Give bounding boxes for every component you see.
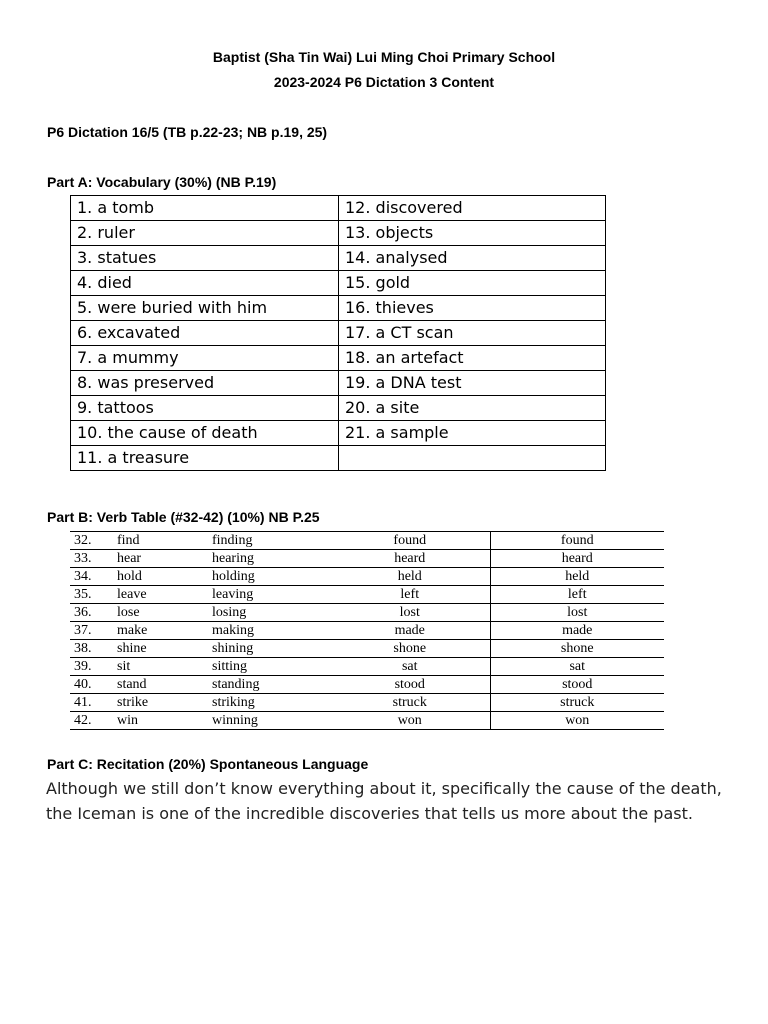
part-b-heading: Part B: Verb Table (#32-42) (10%) NB P.25 bbox=[47, 509, 320, 525]
verb-past: won bbox=[330, 712, 490, 730]
vocab-cell: 10. the cause of death bbox=[71, 421, 339, 446]
vocab-row bbox=[71, 421, 606, 446]
vocab-cell: 6. excavated bbox=[71, 321, 339, 346]
verb-base: strike bbox=[117, 695, 149, 710]
verb-number: 41. bbox=[74, 695, 92, 710]
dictation-heading: P6 Dictation 16/5 (TB p.22-23; NB p.19, 25) bbox=[47, 124, 328, 140]
verb-base: win bbox=[117, 713, 138, 728]
verb-base: lose bbox=[117, 605, 140, 620]
verb-ing-form: shining bbox=[212, 641, 254, 656]
vocab-cell: 21. a sample bbox=[339, 421, 606, 446]
verb-row bbox=[70, 568, 664, 586]
school-name: Baptist (Sha Tin Wai) Lui Ming Choi Primary School bbox=[212, 49, 556, 65]
verb-number: 32. bbox=[74, 533, 92, 548]
vocab-cell-empty bbox=[339, 446, 606, 471]
verb-base: stand bbox=[117, 677, 147, 692]
verb-base: make bbox=[117, 623, 148, 638]
vocab-cell: 5. were buried with him bbox=[71, 296, 339, 321]
verb-number: 42. bbox=[74, 713, 92, 728]
verb-past: heard bbox=[330, 550, 490, 568]
verb-row bbox=[70, 640, 664, 658]
verb-past-participle: struck bbox=[560, 695, 595, 710]
verb-past-participle: sat bbox=[569, 659, 586, 674]
verb-past-participle: left bbox=[567, 587, 587, 602]
vocab-row bbox=[71, 296, 606, 321]
verb-row bbox=[70, 532, 664, 550]
verb-past: shone bbox=[330, 640, 490, 658]
verb-ing-form: sitting bbox=[212, 659, 248, 674]
vocab-cell: 18. an artefact bbox=[339, 346, 606, 371]
vocab-row bbox=[71, 321, 606, 346]
verb-base: leave bbox=[117, 587, 147, 602]
document-title: 2023-2024 P6 Dictation 3 Content bbox=[273, 74, 495, 90]
vocab-cell: 9. tattoos bbox=[71, 396, 339, 421]
part-a-heading: Part A: Vocabulary (30%) (NB P.19) bbox=[47, 174, 277, 190]
vocab-cell: 13. objects bbox=[339, 221, 606, 246]
vocab-cell: 20. a site bbox=[339, 396, 606, 421]
verb-table bbox=[70, 531, 664, 730]
verb-base: find bbox=[117, 533, 140, 548]
verb-past-participle: won bbox=[565, 713, 590, 728]
verb-past-participle: held bbox=[565, 569, 590, 584]
vocab-cell: 2. ruler bbox=[71, 221, 339, 246]
vocab-row bbox=[71, 246, 606, 271]
vocab-cell: 16. thieves bbox=[339, 296, 606, 321]
verb-number: 35. bbox=[74, 587, 92, 602]
verb-number: 38. bbox=[74, 641, 92, 656]
vocab-cell: 17. a CT scan bbox=[339, 321, 606, 346]
verb-past-participle: lost bbox=[567, 605, 588, 620]
vocab-row bbox=[71, 271, 606, 296]
verb-past-participle: stood bbox=[562, 677, 593, 692]
vocab-row bbox=[71, 446, 606, 471]
verb-past: left bbox=[330, 586, 490, 604]
vocab-cell: 11. a treasure bbox=[71, 446, 339, 471]
vocab-row bbox=[71, 221, 606, 246]
verb-base: hold bbox=[117, 569, 142, 584]
recitation-passage: Although we still don’t know everything about it, specifically the cause of the death, the Iceman is one of the incredible discoveries that tells us more about the past. bbox=[46, 779, 722, 823]
verb-number: 36. bbox=[74, 605, 92, 620]
vocabulary-table bbox=[70, 195, 606, 471]
vocab-row bbox=[71, 371, 606, 396]
verb-number: 39. bbox=[74, 659, 92, 674]
verb-past: stood bbox=[330, 676, 490, 694]
verb-past-participle: heard bbox=[561, 551, 593, 566]
verb-number: 34. bbox=[74, 569, 92, 584]
verb-ing-form: making bbox=[212, 623, 254, 638]
vocab-cell: 1. a tomb bbox=[71, 196, 339, 221]
verb-number: 37. bbox=[74, 623, 92, 638]
verb-base: hear bbox=[117, 551, 142, 566]
part-c-heading: Part C: Recitation (20%) Spontaneous Language bbox=[47, 756, 369, 772]
verb-row bbox=[70, 604, 664, 622]
verb-number: 33. bbox=[74, 551, 92, 566]
verb-row bbox=[70, 676, 664, 694]
verb-ing-form: losing bbox=[212, 605, 247, 620]
verb-row bbox=[70, 622, 664, 640]
verb-ing-form: holding bbox=[212, 569, 255, 584]
verb-past: held bbox=[330, 568, 490, 586]
verb-ing-form: winning bbox=[212, 713, 258, 728]
verb-past: found bbox=[330, 532, 490, 550]
verb-row bbox=[70, 586, 664, 604]
verb-row bbox=[70, 712, 664, 730]
verb-ing-form: hearing bbox=[212, 551, 254, 566]
vocab-cell: 8. was preserved bbox=[71, 371, 339, 396]
verb-ing-form: striking bbox=[212, 695, 255, 710]
verb-past: sat bbox=[330, 658, 490, 676]
verb-row bbox=[70, 658, 664, 676]
verb-number: 40. bbox=[74, 677, 92, 692]
verb-ing-form: standing bbox=[212, 677, 260, 692]
verb-base: sit bbox=[117, 659, 131, 674]
vocab-cell: 14. analysed bbox=[339, 246, 606, 271]
verb-past-participle: found bbox=[560, 533, 594, 548]
verb-past-participle: made bbox=[562, 623, 593, 638]
verb-row bbox=[70, 550, 664, 568]
verb-ing-form: leaving bbox=[212, 587, 254, 602]
vocab-cell: 19. a DNA test bbox=[339, 371, 606, 396]
vocab-cell: 12. discovered bbox=[339, 196, 606, 221]
vocab-cell: 15. gold bbox=[339, 271, 606, 296]
vocab-row bbox=[71, 396, 606, 421]
vocab-row bbox=[71, 196, 606, 221]
vocab-cell: 7. a mummy bbox=[71, 346, 339, 371]
verb-past: struck bbox=[330, 694, 490, 712]
verb-ing-form: finding bbox=[212, 533, 253, 548]
vocab-cell: 4. died bbox=[71, 271, 339, 296]
verb-row bbox=[70, 694, 664, 712]
verb-past: made bbox=[330, 622, 490, 640]
vocab-row bbox=[71, 346, 606, 371]
vocab-cell: 3. statues bbox=[71, 246, 339, 271]
verb-base: shine bbox=[117, 641, 147, 656]
verb-past-participle: shone bbox=[560, 641, 594, 656]
verb-past: lost bbox=[330, 604, 490, 622]
